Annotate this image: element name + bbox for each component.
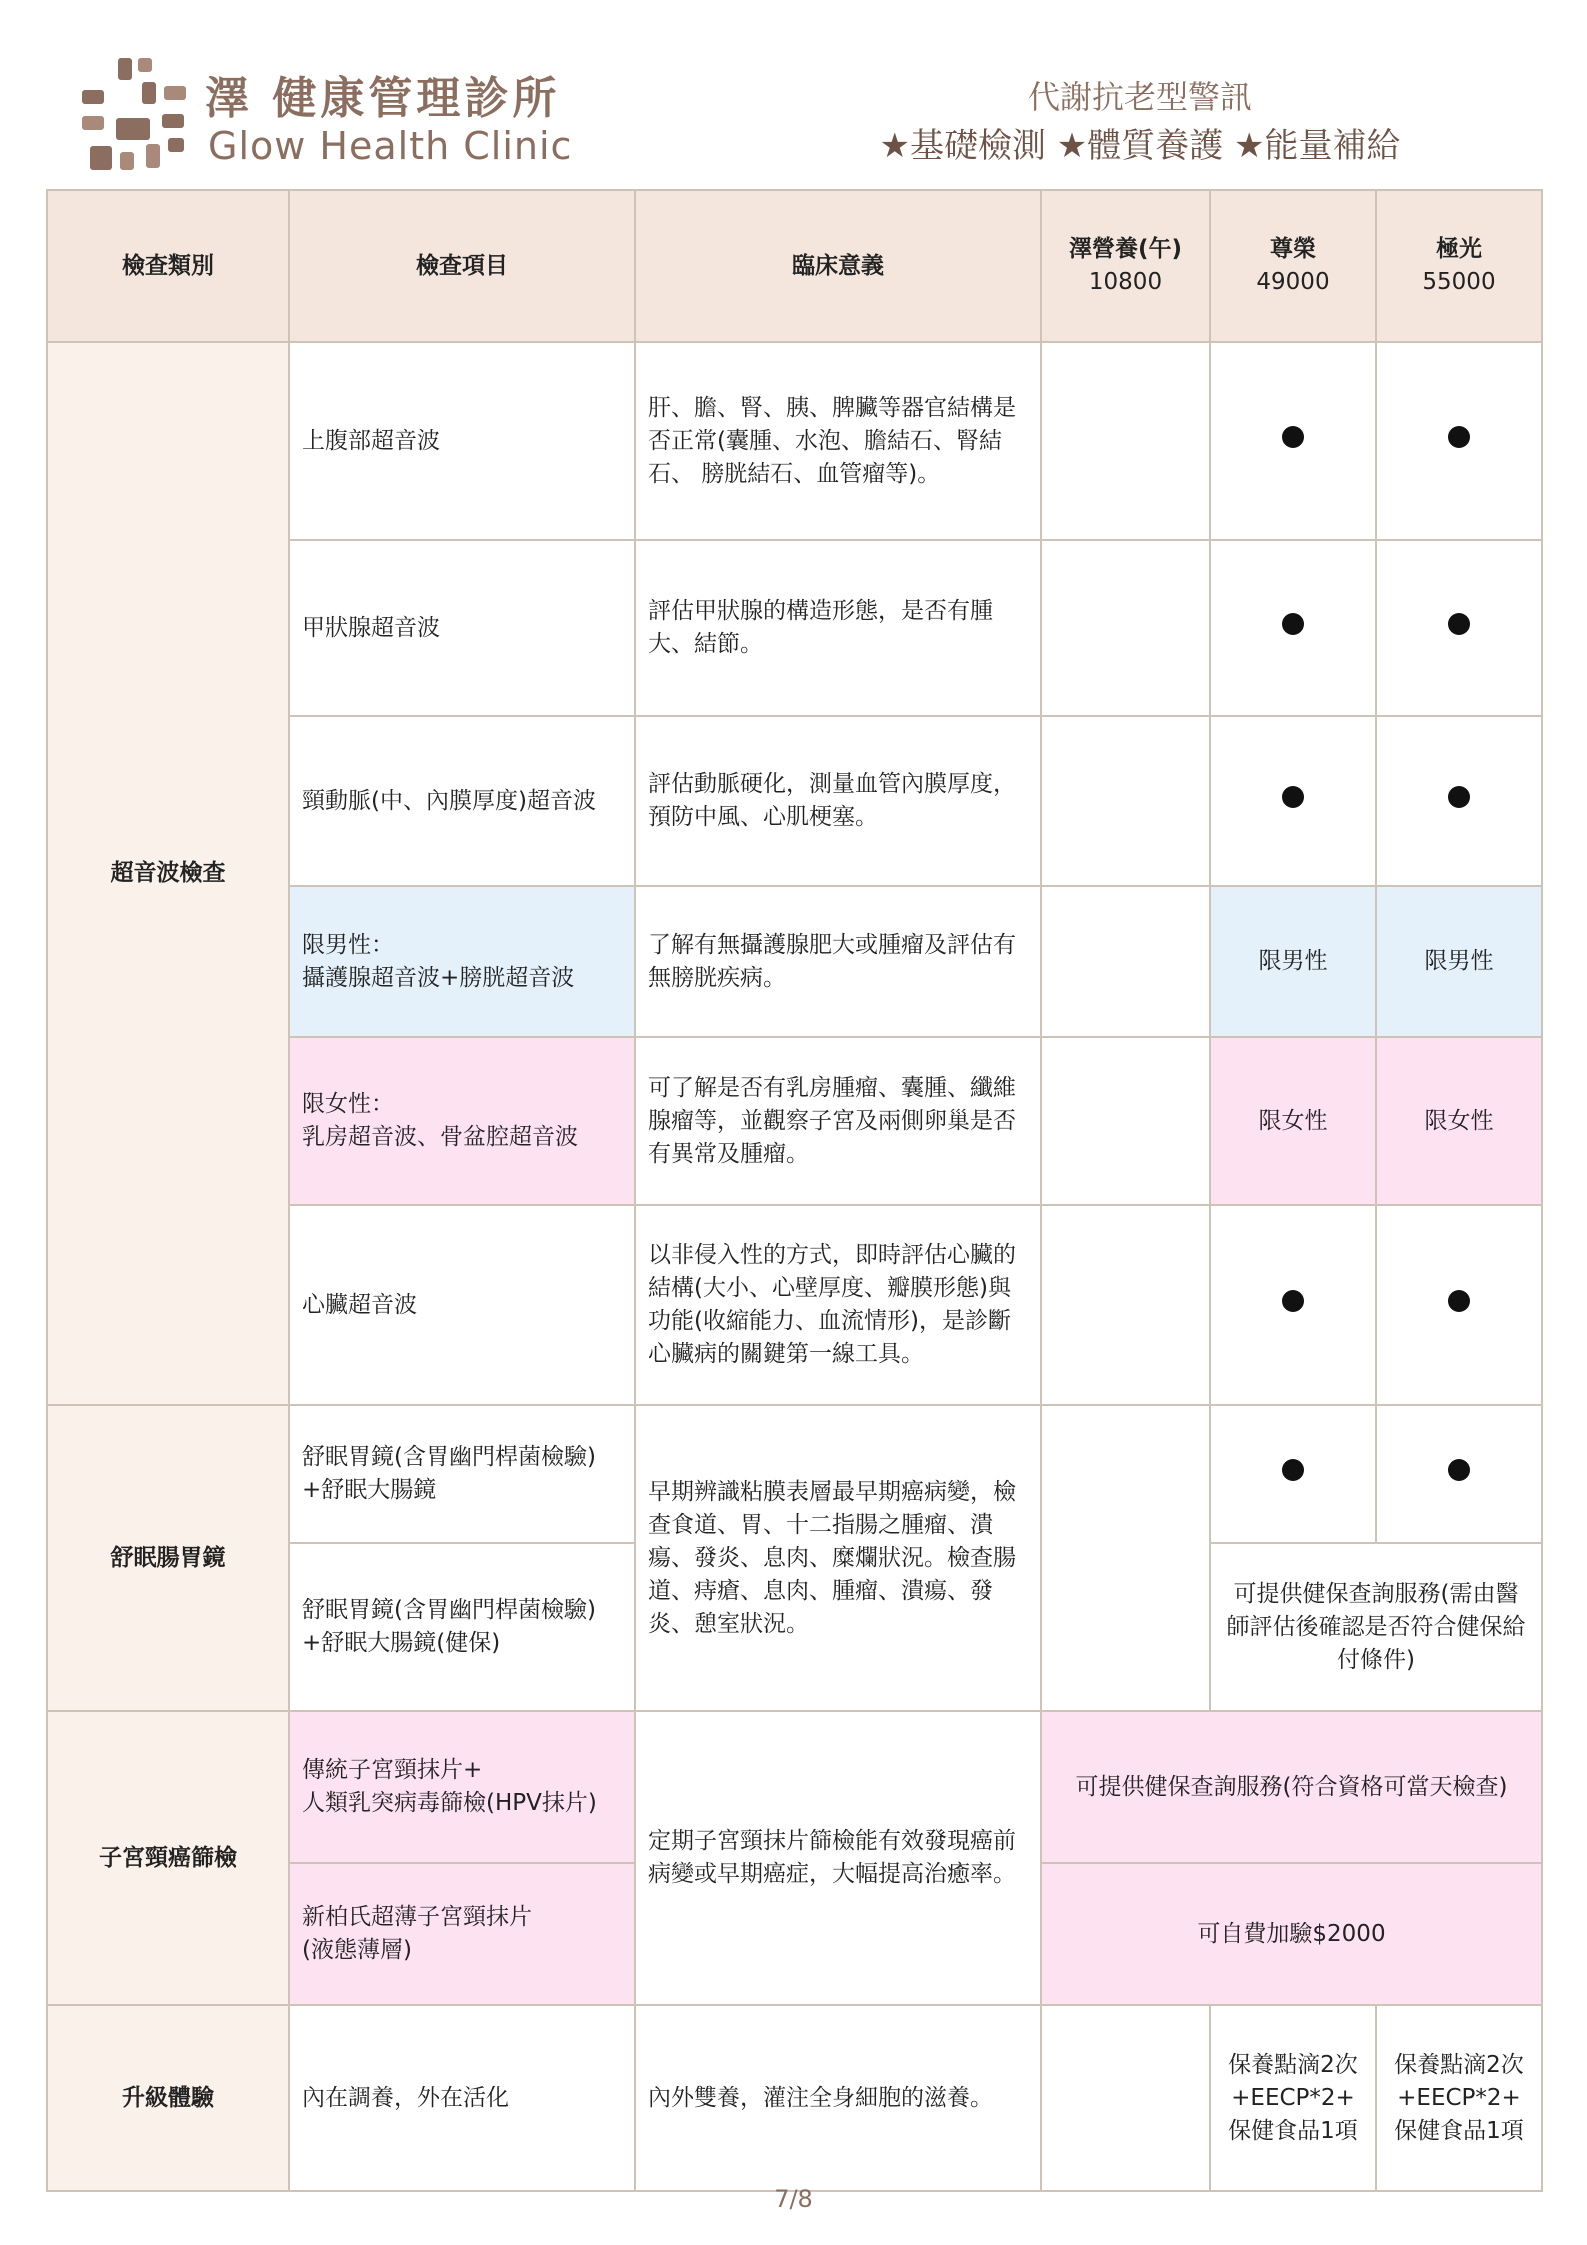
plan-line-3: 保健食品1項 — [1394, 2117, 1524, 2144]
item-line-2: +舒眠大腸鏡 — [302, 1477, 437, 1503]
table-row — [47, 1711, 1542, 1863]
item-line-2: 攝護腺超音波+膀胱超音波 — [302, 964, 575, 991]
included-dot-icon — [1282, 613, 1304, 635]
item-cell: 頸動脈(中、內膜厚度)超音波 — [289, 716, 635, 886]
insurance-note-cell: 可提供健保查詢服務(需由醫師評估後確認是否符合健保給付條件) — [1210, 1543, 1542, 1711]
plan-2-cell — [1210, 716, 1376, 886]
plan-3-price: 55000 — [1422, 269, 1496, 295]
table-row — [47, 342, 1542, 540]
included-dot-icon — [1448, 1290, 1470, 1312]
meaning-cell: 以非侵入性的方式，即時評估心臟的結構(大小、心壁厚度、瓣膜形態)與功能(收縮能力、血流情形)，是診斷心臟病的關鍵第一線工具。 — [635, 1205, 1041, 1405]
plan-3-cell — [1376, 1205, 1542, 1405]
item-line-2: (液態薄層) — [302, 1937, 412, 1963]
plan-2-cell — [1210, 2005, 1376, 2191]
header-plan-2 — [1210, 190, 1376, 342]
item-line-2: 人類乳突病毒篩檢(HPV抹片) — [302, 1790, 597, 1816]
item-line-1: 傳統子宮頸抹片+ — [302, 1757, 483, 1783]
header-item: 檢查項目 — [289, 190, 635, 342]
meaning-cell: 早期辨識粘膜表層最早期癌病變，檢查食道、胃、十二指腸之腫瘤、潰瘍、發炎、息肉、糜爛狀況。檢查腸道、痔瘡、息肉、腫瘤、潰瘍、發炎、憩室狀況。 — [635, 1405, 1041, 1711]
meaning-cell: 內外雙養，灌注全身細胞的滋養。 — [635, 2005, 1041, 2191]
table-header-row — [47, 190, 1542, 342]
plan-2-cell — [1210, 1205, 1376, 1405]
item-line-1: 舒眠胃鏡(含胃幽門桿菌檢驗) — [302, 1597, 596, 1623]
plan-1-cell — [1041, 2005, 1210, 2191]
plan-2-cell — [1210, 342, 1376, 540]
plan-1-cell — [1041, 1037, 1210, 1205]
item-line-2: +舒眠大腸鏡(健保) — [302, 1630, 501, 1656]
meaning-cell: 定期子宮頸抹片篩檢能有效發現癌前病變或早期癌症，大幅提高治癒率。 — [635, 1711, 1041, 2005]
meaning-cell: 可了解是否有乳房腫瘤、囊腫、纖維腺瘤等，並觀察子宮及兩側卵巢是否有異常及腫瘤。 — [635, 1037, 1041, 1205]
plan-2-price: 49000 — [1256, 269, 1330, 295]
plan-line-2: +EECP*2+ — [1397, 2084, 1521, 2111]
plan-2-cell — [1210, 1405, 1376, 1543]
item-line-1: 新柏氏超薄子宮頸抹片 — [302, 1904, 532, 1930]
item-cell: 心臟超音波 — [289, 1205, 635, 1405]
plan-1-name: 澤營養(午) — [1068, 236, 1183, 262]
plan-line-2: +EECP*2+ — [1231, 2084, 1355, 2111]
included-dot-icon — [1448, 1459, 1470, 1481]
cervical-addon-cell: 可自費加驗$2000 — [1041, 1863, 1542, 2005]
plan-3-cell — [1376, 716, 1542, 886]
item-line-1: 限男性： — [302, 931, 394, 958]
item-cell — [289, 886, 635, 1037]
header-category: 檢查類別 — [47, 190, 289, 342]
item-cell — [289, 1405, 635, 1543]
item-line-1: 限女性： — [302, 1091, 394, 1117]
clinic-logo-icon — [80, 56, 190, 174]
item-line-2: 乳房超音波、骨盆腔超音波 — [302, 1124, 578, 1150]
item-cell — [289, 1037, 635, 1205]
included-dot-icon — [1448, 613, 1470, 635]
included-dot-icon — [1282, 786, 1304, 808]
plan-1-cell — [1041, 342, 1210, 540]
plan-3-cell — [1376, 342, 1542, 540]
meaning-cell: 肝、膽、腎、胰、脾臟等器官結構是否正常(囊腫、水泡、膽結石、腎結石、 膀胱結石、血管瘤等)。 — [635, 342, 1041, 540]
plan-3-cell — [1376, 540, 1542, 716]
item-cell — [289, 1863, 635, 2005]
plan-3-cell — [1376, 1405, 1542, 1543]
category-upgrade: 升級體驗 — [47, 2005, 289, 2191]
category-ultrasound: 超音波檢查 — [47, 342, 289, 1405]
plan-3-cell — [1376, 2005, 1542, 2191]
meaning-cell: 評估動脈硬化，測量血管內膜厚度，預防中風、心肌梗塞。 — [635, 716, 1041, 886]
plan-1-cell — [1041, 540, 1210, 716]
plan-2-cell — [1210, 540, 1376, 716]
item-cell: 內在調養，外在活化 — [289, 2005, 635, 2191]
plan-2-cell: 限男性 — [1210, 886, 1376, 1037]
page-number: 7/8 — [774, 2185, 813, 2213]
tagline-title: 代謝抗老型警訊 — [1027, 78, 1252, 116]
plan-3-name: 極光 — [1436, 236, 1482, 262]
header-meaning: 臨床意義 — [635, 190, 1041, 342]
included-dot-icon — [1282, 1459, 1304, 1481]
plan-2-name: 尊榮 — [1270, 236, 1316, 262]
table-row — [47, 1405, 1542, 1543]
plan-3-cell: 限男性 — [1376, 886, 1542, 1037]
plan-line-1: 保養點滴2次 — [1228, 2051, 1358, 2078]
table-row — [47, 2005, 1542, 2191]
plan-line-1: 保養點滴2次 — [1394, 2051, 1524, 2078]
included-dot-icon — [1282, 1290, 1304, 1312]
category-endoscopy: 舒眠腸胃鏡 — [47, 1405, 289, 1711]
cervical-note-cell: 可提供健保查詢服務(符合資格可當天檢查) — [1041, 1711, 1542, 1863]
included-dot-icon — [1448, 786, 1470, 808]
item-cell — [289, 1543, 635, 1711]
item-line-1: 舒眠胃鏡(含胃幽門桿菌檢驗) — [302, 1444, 596, 1470]
meaning-cell: 了解有無攝護腺肥大或腫瘤及評估有無膀胱疾病。 — [635, 886, 1041, 1037]
item-cell — [289, 1711, 635, 1863]
plan-1-cell — [1041, 1205, 1210, 1405]
meaning-cell: 評估甲狀腺的構造形態，是否有腫大、結節。 — [635, 540, 1041, 716]
plan-3-cell: 限女性 — [1376, 1037, 1542, 1205]
plan-1-price: 10800 — [1088, 269, 1163, 295]
tagline-subtitle: ★基礎檢測 ★體質養護 ★能量補給 — [879, 126, 1401, 166]
plan-2-cell: 限女性 — [1210, 1037, 1376, 1205]
header-plan-3 — [1376, 190, 1542, 342]
included-dot-icon — [1448, 426, 1470, 448]
plan-1-cell — [1041, 886, 1210, 1037]
clinic-name-en: Glow Health Clinic — [208, 124, 573, 168]
plan-1-cell — [1041, 1405, 1210, 1711]
clinic-name-cn: 澤 健康管理診所 — [205, 73, 561, 124]
exam-table — [46, 189, 1543, 2192]
included-dot-icon — [1282, 426, 1304, 448]
plan-line-3: 保健食品1項 — [1228, 2117, 1358, 2144]
item-cell: 上腹部超音波 — [289, 342, 635, 540]
item-cell: 甲狀腺超音波 — [289, 540, 635, 716]
category-cervical: 子宮頸癌篩檢 — [47, 1711, 289, 2005]
header-plan-1 — [1041, 190, 1210, 342]
page-header — [0, 0, 1587, 185]
plan-1-cell — [1041, 716, 1210, 886]
